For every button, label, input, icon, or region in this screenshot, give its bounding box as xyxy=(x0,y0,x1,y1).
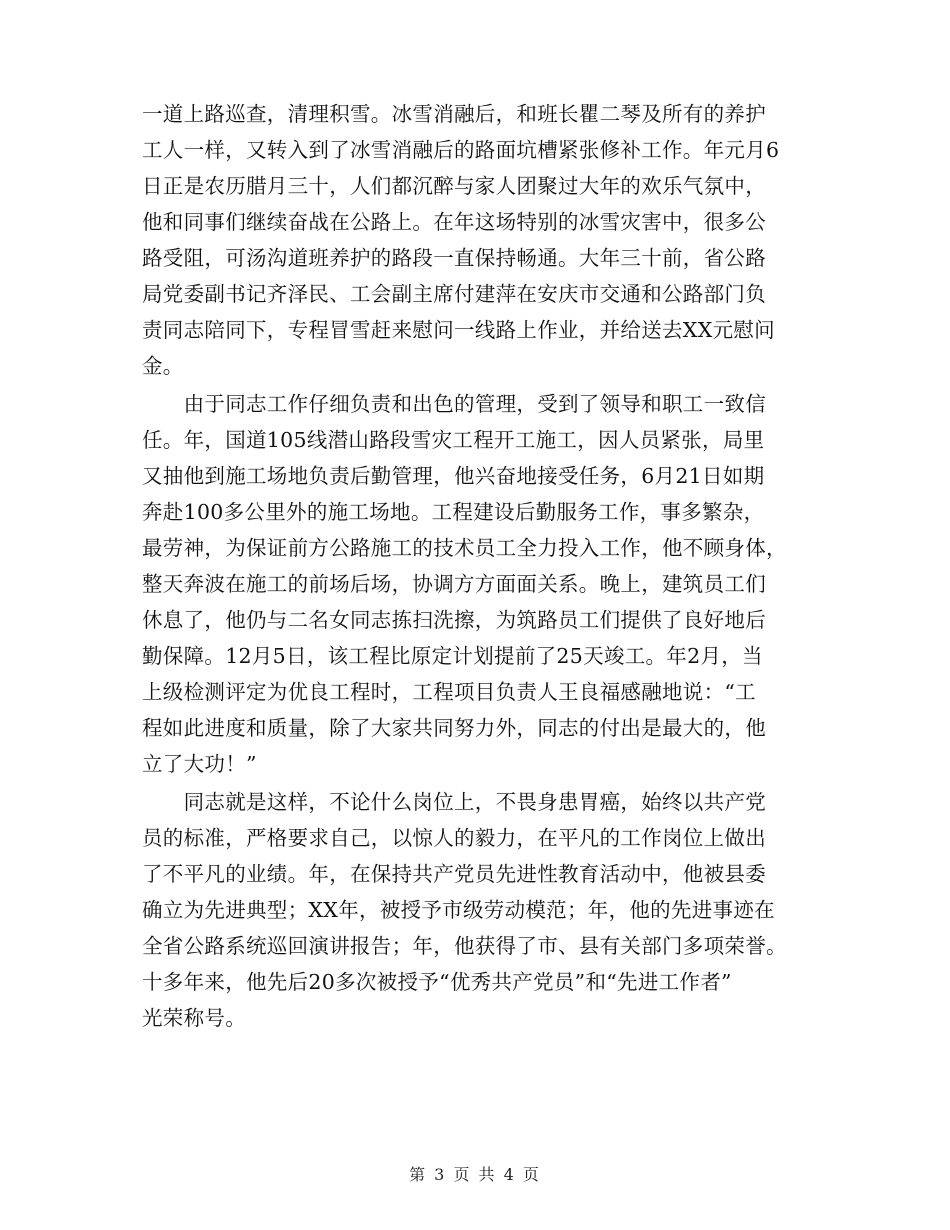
text-line: 金。 xyxy=(142,354,184,378)
page-number-footer: 第 3 页 共 4 页 xyxy=(409,1165,541,1184)
text-line: 日正是农历腊月三十，人们都沉醉与家人团聚过大年的欢乐气氛中， xyxy=(142,174,766,198)
text-line: 十多年来，他先后20多次被授予“优秀共产党员”和“先进工作者” xyxy=(142,970,732,994)
text-line: 全省公路系统巡回演讲报告；年，他获得了市、县有关部门多项荣誉。 xyxy=(142,934,787,958)
text-line: 员的标准，严格要求自己，以惊人的毅力，在平凡的工作岗位上做出 xyxy=(142,826,766,850)
text-line: 光荣称号。 xyxy=(142,1006,246,1030)
text-line: 局党委副书记齐泽民、工会副主席付建萍在安庆市交通和公路部门负 xyxy=(142,282,766,306)
text-line: 他和同事们继续奋战在公路上。在年这场特别的冰雪灾害中，很多公 xyxy=(142,210,766,234)
text-line: 了不平凡的业绩。年，在保持共产党员先进性教育活动中，他被县委 xyxy=(142,862,766,886)
body-text xyxy=(142,96,842,1036)
text-line: 同志就是这样，不论什么岗位上，不畏身患胃癌，始终以共产党 xyxy=(142,790,766,814)
text-line: 最劳神，为保证前方公路施工的技术员工全力投入工作，他不顾身体， xyxy=(142,536,787,560)
text-line: 工人一样，又转入到了冰雪消融后的路面坑槽紧张修补工作。年元月6 xyxy=(142,138,780,162)
text-line: 整天奔波在施工的前场后场，协调方方面面关系。晚上，建筑员工们 xyxy=(142,572,766,596)
text-line: 由于同志工作仔细负责和出色的管理，受到了领导和职工一致信 xyxy=(142,392,766,416)
text-line: 路受阻，可汤沟道班养护的路段一直保持畅通。大年三十前，省公路 xyxy=(142,246,766,270)
text-line: 程如此进度和质量，除了大家共同努力外，同志的付出是最大的，他 xyxy=(142,716,766,740)
text-line: 又抽他到施工场地负责后勤管理，他兴奋地接受任务，6月21日如期 xyxy=(142,464,765,488)
text-line: 休息了，他仍与二名女同志拣扫洗擦，为筑路员工们提供了良好地后 xyxy=(142,608,766,632)
text-line: 上级检测评定为优良工程时，工程项目负责人王良福感融地说：“工 xyxy=(142,680,756,704)
text-line: 一道上路巡查，清理积雪。冰雪消融后，和班长瞿二琴及所有的养护 xyxy=(142,102,766,126)
text-line: 责同志陪同下，专程冒雪赶来慰问一线路上作业，并给送去XX元慰问 xyxy=(142,318,775,342)
text-line: 确立为先进典型；XX年，被授予市级劳动模范；年，他的先进事迹在 xyxy=(142,898,775,922)
text-line: 奔赴100多公里外的施工场地。工程建设后勤服务工作，事多繁杂， xyxy=(142,500,765,524)
text-line: 立了大功！” xyxy=(142,752,257,776)
text-line: 任。年，国道105线潜山路段雪灾工程开工施工，因人员紧张，局里 xyxy=(142,428,765,452)
text-line: 勤保障。12月5日，该工程比原定计划提前了25天竣工。年2月，当 xyxy=(142,644,763,668)
